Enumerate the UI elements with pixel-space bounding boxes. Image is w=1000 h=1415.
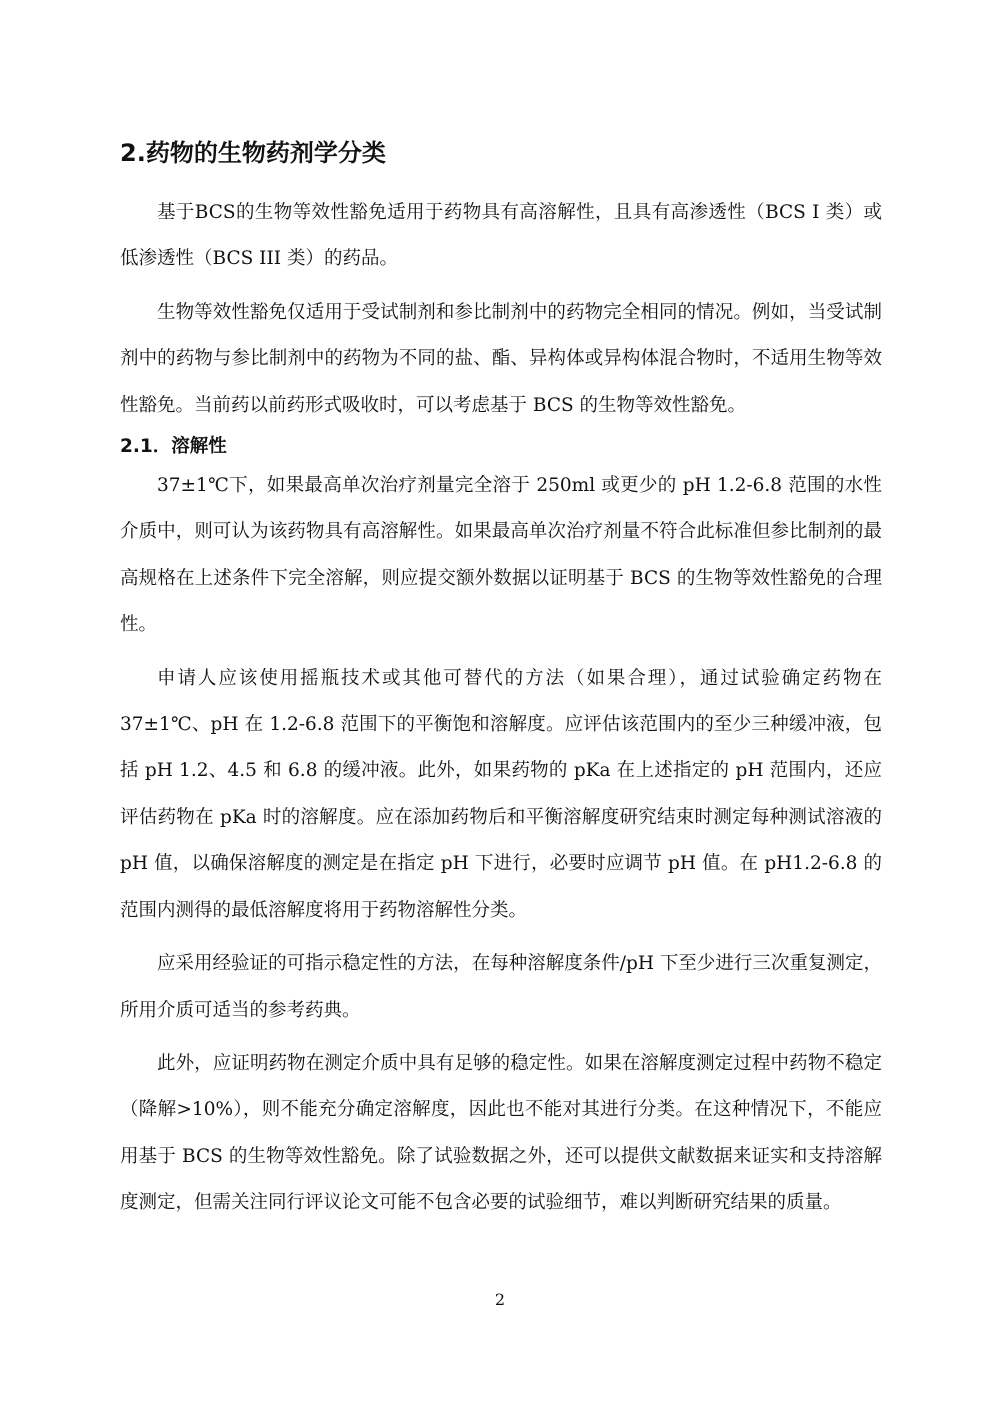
paragraph-solubility-1: 37±1℃下，如果最高单次治疗剂量完全溶于 250ml 或更少的 pH 1.2-6.8 范围的水性介质中，则可认为该药物具有高溶解性。如果最高单次治疗剂量不符合此标准但参比制剂的最高规格在上述条件下完全溶解，则应提交额外数据以证明基于 BCS 的生物等效性豁免的合理性。 <box>120 475 882 636</box>
paragraph-solubility-3: 应采用经验证的可指示稳定性的方法，在每种溶解度条件/pH 下至少进行三次重复测定，所用介质可适当的参考药典。 <box>120 953 882 1021</box>
paragraph-intro-2: 生物等效性豁免仅适用于受试制剂和参比制剂中的药物完全相同的情况。例如，当受试制剂中的药物与参比制剂中的药物为不同的盐、酯、异构体或异构体混合物时，不适用生物等效性豁免。当前药以前药形式吸收时，可以考虑基于 BCS 的生物等效性豁免。 <box>120 301 882 416</box>
paragraph-solubility-2: 申请人应该使用摇瓶技术或其他可替代的方法（如果合理），通过试验确定药物在 37±1℃、pH 在 1.2-6.8 范围下的平衡饱和溶解度。应评估该范围内的至少三种缓冲液，包括 pH 1.2、4.5 和 6.8 的缓冲液。此外，如果药物的 pKa 在上述指定的 pH 范围内，还应评估药物在 pKa 时的溶解度。应在添加药物后和平衡溶解度研究结束时测定每种测试溶液的 pH 值，以确保溶解度的测定是在指定 pH 下进行，必要时应调节 pH 值。在 pH1.2-6.8 的范围内测得的最低溶解度将用于药物溶解性分类。 <box>120 667 882 921</box>
page-number: 2 <box>494 1290 506 1309</box>
paragraph-solubility-4: 此外，应证明药物在测定介质中具有足够的稳定性。如果在溶解度测定过程中药物不稳定（降解>10%），则不能充分确定溶解度，因此也不能对其进行分类。在这种情况下，不能应用基于 BCS 的生物等效性豁免。除了试验数据之外，还可以提供文献数据来证实和支持溶解度测定，但需关注同行评议论文可能不包含必要的试验细节，难以判断研究结果的质量。 <box>120 1052 882 1214</box>
paragraph-intro-1: 基于BCS的生物等效性豁免适用于药物具有高溶解性，且具有高渗透性（BCS I 类）或低渗透性（BCS III 类）的药品。 <box>120 202 882 270</box>
document-page <box>120 128 882 1234</box>
subsection-heading: 2.1．溶解性 <box>120 436 227 458</box>
section-heading: 2.药物的生物药剂学分类 <box>120 139 386 167</box>
